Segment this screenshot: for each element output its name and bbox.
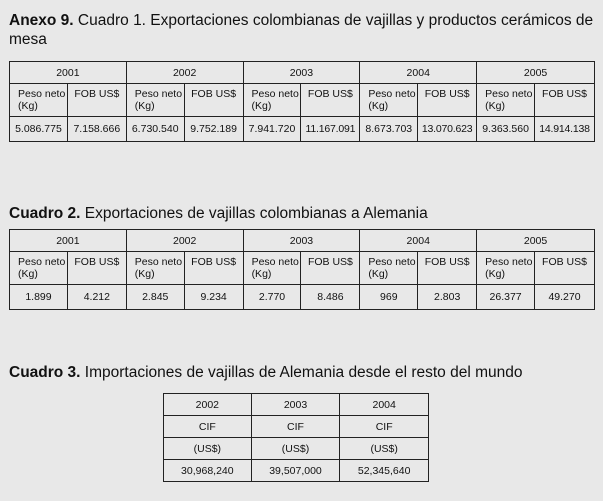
cuadro1-title: Cuadro 1. Exportaciones colombianas de vajillas y productos cerámicos de mesa <box>9 12 594 48</box>
peso-value: 969 <box>360 285 418 310</box>
peso-header: Peso neto (Kg) <box>243 84 301 117</box>
fob-value: 13.070.623 <box>418 117 477 142</box>
peso-value: 2.845 <box>126 285 184 310</box>
cuadro1-table <box>9 61 595 142</box>
fob-header: FOB US$ <box>535 84 595 117</box>
fob-header: FOB US$ <box>184 84 243 117</box>
cuadro2-label: Cuadro 2. <box>9 205 81 222</box>
cif-value: 52,345,640 <box>340 460 429 482</box>
peso-header: Peso neto (Kg) <box>243 252 301 285</box>
peso-header: Peso neto (Kg) <box>477 252 535 285</box>
fob-header: FOB US$ <box>67 252 126 285</box>
peso-header: Peso neto (Kg) <box>10 84 68 117</box>
fob-header: FOB US$ <box>67 84 126 117</box>
cif-label: CIF <box>340 416 429 438</box>
peso-value: 5.086.775 <box>10 117 68 142</box>
subheader-row <box>10 84 595 117</box>
fob-header: FOB US$ <box>301 84 360 117</box>
cuadro2-heading <box>9 204 594 223</box>
fob-value: 11.167.091 <box>301 117 360 142</box>
cuadro3-label: Cuadro 3. <box>9 364 81 381</box>
cif-label: CIF <box>164 416 252 438</box>
fob-value: 7.158.666 <box>67 117 126 142</box>
cif-row <box>164 416 429 438</box>
fob-value: 9.234 <box>184 285 243 310</box>
fob-header: FOB US$ <box>418 252 477 285</box>
year-cell: 2005 <box>477 62 595 84</box>
fob-value: 49.270 <box>535 285 595 310</box>
year-cell: 2002 <box>126 62 243 84</box>
year-cell: 2001 <box>10 230 127 252</box>
year-cell: 2005 <box>477 230 595 252</box>
annex-label: Anexo 9. <box>9 12 74 29</box>
subheader-row <box>10 252 595 285</box>
cuadro3-heading <box>9 363 594 382</box>
year-cell: 2003 <box>251 394 340 416</box>
year-row <box>164 394 429 416</box>
fob-header: FOB US$ <box>535 252 595 285</box>
cuadro2-table <box>9 229 595 310</box>
value-row <box>10 285 595 310</box>
year-cell: 2003 <box>243 62 360 84</box>
year-cell: 2002 <box>164 394 252 416</box>
year-row <box>10 230 595 252</box>
unit-row <box>164 438 429 460</box>
peso-value: 1.899 <box>10 285 68 310</box>
fob-header: FOB US$ <box>418 84 477 117</box>
peso-header: Peso neto (Kg) <box>360 252 418 285</box>
fob-value: 8.486 <box>301 285 360 310</box>
unit-label: (US$) <box>340 438 429 460</box>
peso-value: 6.730.540 <box>126 117 184 142</box>
fob-value: 14.914.138 <box>535 117 595 142</box>
unit-label: (US$) <box>164 438 252 460</box>
cuadro3-table <box>163 393 429 482</box>
value-row <box>164 460 429 482</box>
peso-header: Peso neto (Kg) <box>477 84 535 117</box>
year-cell: 2004 <box>340 394 429 416</box>
peso-value: 9.363.560 <box>477 117 535 142</box>
unit-label: (US$) <box>251 438 340 460</box>
peso-value: 2.770 <box>243 285 301 310</box>
peso-value: 7.941.720 <box>243 117 301 142</box>
peso-header: Peso neto (Kg) <box>360 84 418 117</box>
year-cell: 2004 <box>360 230 477 252</box>
fob-header: FOB US$ <box>301 252 360 285</box>
cif-value: 30,968,240 <box>164 460 252 482</box>
peso-value: 26.377 <box>477 285 535 310</box>
fob-value: 2.803 <box>418 285 477 310</box>
fob-value: 9.752.189 <box>184 117 243 142</box>
peso-header: Peso neto (Kg) <box>126 84 184 117</box>
cuadro2-title: Exportaciones de vajillas colombianas a Alemania <box>84 205 428 222</box>
year-cell: 2002 <box>126 230 243 252</box>
annex-heading <box>9 11 594 49</box>
cif-label: CIF <box>251 416 340 438</box>
fob-value: 4.212 <box>67 285 126 310</box>
year-cell: 2003 <box>243 230 360 252</box>
cif-value: 39,507,000 <box>251 460 340 482</box>
fob-header: FOB US$ <box>184 252 243 285</box>
value-row <box>10 117 595 142</box>
peso-header: Peso neto (Kg) <box>10 252 68 285</box>
year-cell: 2004 <box>360 62 477 84</box>
cuadro3-title: Importaciones de vajillas de Alemania desde el resto del mundo <box>84 364 523 381</box>
peso-header: Peso neto (Kg) <box>126 252 184 285</box>
year-row <box>10 62 595 84</box>
year-cell: 2001 <box>10 62 127 84</box>
peso-value: 8.673.703 <box>360 117 418 142</box>
